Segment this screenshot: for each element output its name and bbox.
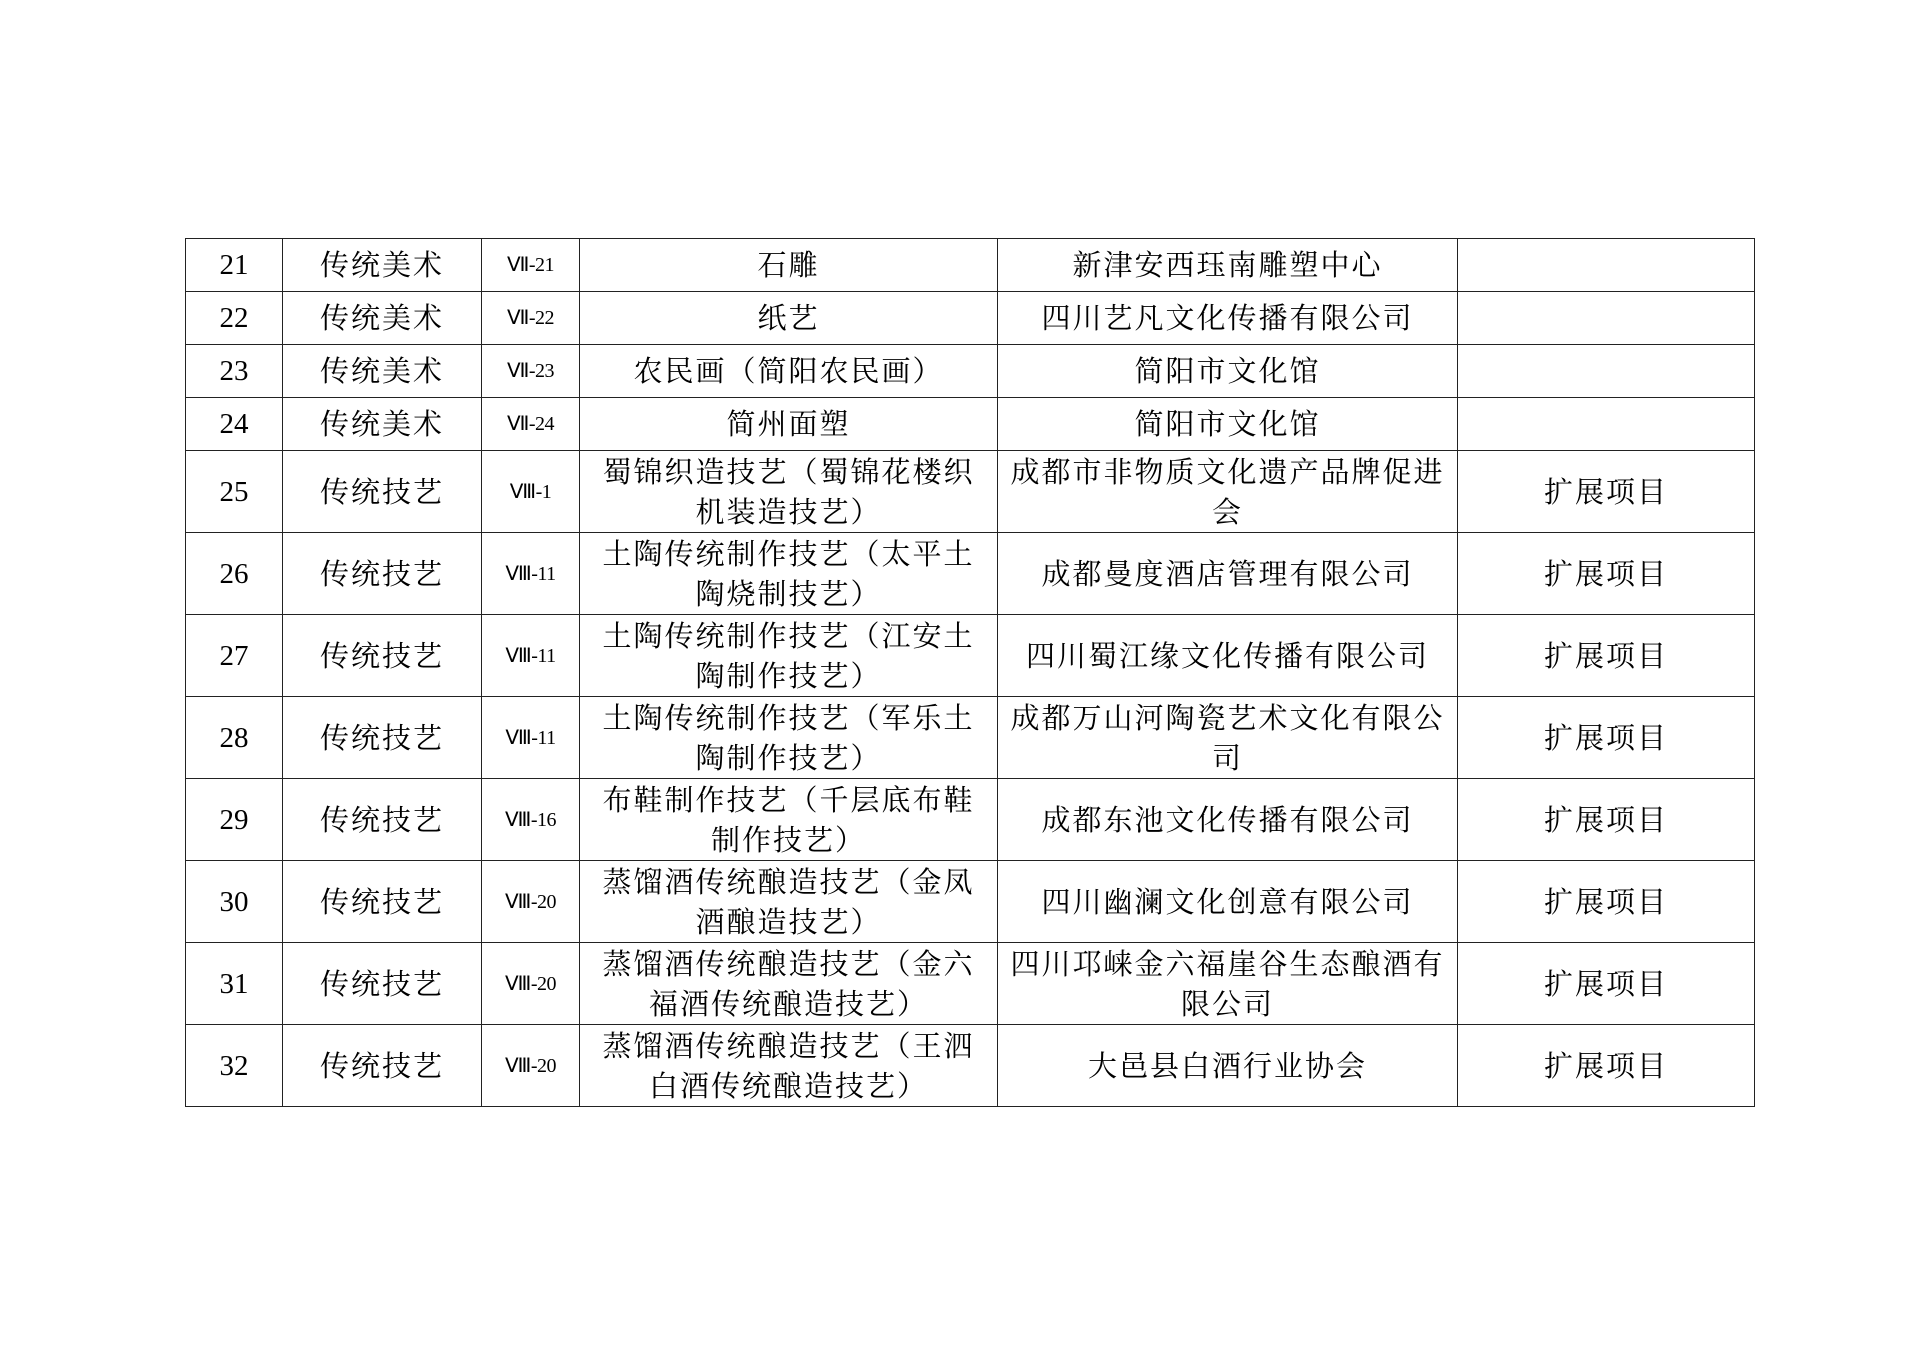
table-row: [186, 697, 1755, 779]
project-name-cell: 土陶传统制作技艺（江安土陶制作技艺）: [580, 615, 998, 697]
protection-unit-cell: 四川艺凡文化传播有限公司: [998, 292, 1458, 345]
project-code-cell: Ⅶ-23: [482, 345, 580, 398]
project-code-cell: Ⅶ-24: [482, 398, 580, 451]
project-code-cell: Ⅷ-20: [482, 943, 580, 1025]
note-cell: [1458, 239, 1755, 292]
table-row: [186, 451, 1755, 533]
row-number: 27: [186, 615, 283, 697]
protection-unit-cell: 四川邛崃金六福崖谷生态酿酒有限公司: [998, 943, 1458, 1025]
category-cell: 传统技艺: [283, 779, 482, 861]
table-row: [186, 779, 1755, 861]
protection-unit-cell: 新津安西珏南雕塑中心: [998, 239, 1458, 292]
table-row: [186, 1025, 1755, 1107]
row-number: 21: [186, 239, 283, 292]
note-cell: 扩展项目: [1458, 451, 1755, 533]
project-code-cell: Ⅷ-11: [482, 533, 580, 615]
note-cell: 扩展项目: [1458, 779, 1755, 861]
protection-unit-cell: 成都曼度酒店管理有限公司: [998, 533, 1458, 615]
protection-unit-cell: 四川幽澜文化创意有限公司: [998, 861, 1458, 943]
table-row: [186, 239, 1755, 292]
project-code-cell: Ⅶ-21: [482, 239, 580, 292]
project-code-cell: Ⅷ-11: [482, 697, 580, 779]
category-cell: 传统技艺: [283, 533, 482, 615]
project-name-cell: 简州面塑: [580, 398, 998, 451]
project-code-cell: Ⅷ-11: [482, 615, 580, 697]
project-name-cell: 蒸馏酒传统酿造技艺（金六福酒传统酿造技艺）: [580, 943, 998, 1025]
project-name-cell: 土陶传统制作技艺（军乐土陶制作技艺）: [580, 697, 998, 779]
category-cell: 传统美术: [283, 398, 482, 451]
project-code-cell: Ⅶ-22: [482, 292, 580, 345]
project-name-cell: 蜀锦织造技艺（蜀锦花楼织机装造技艺）: [580, 451, 998, 533]
row-number: 28: [186, 697, 283, 779]
project-name-cell: 土陶传统制作技艺（太平土陶烧制技艺）: [580, 533, 998, 615]
row-number: 22: [186, 292, 283, 345]
table-row: [186, 345, 1755, 398]
note-cell: 扩展项目: [1458, 1025, 1755, 1107]
table-row: [186, 292, 1755, 345]
note-cell: 扩展项目: [1458, 533, 1755, 615]
project-code-cell: Ⅷ-20: [482, 861, 580, 943]
row-number: 25: [186, 451, 283, 533]
note-cell: [1458, 398, 1755, 451]
category-cell: 传统技艺: [283, 1025, 482, 1107]
project-code-cell: Ⅷ-16: [482, 779, 580, 861]
row-number: 23: [186, 345, 283, 398]
project-code-cell: Ⅷ-20: [482, 1025, 580, 1107]
table-row: [186, 861, 1755, 943]
row-number: 24: [186, 398, 283, 451]
category-cell: 传统技艺: [283, 615, 482, 697]
row-number: 31: [186, 943, 283, 1025]
protection-unit-cell: 成都东池文化传播有限公司: [998, 779, 1458, 861]
note-cell: [1458, 292, 1755, 345]
project-name-cell: 石雕: [580, 239, 998, 292]
category-cell: 传统技艺: [283, 943, 482, 1025]
project-code-cell: Ⅷ-1: [482, 451, 580, 533]
protection-unit-cell: 简阳市文化馆: [998, 345, 1458, 398]
category-cell: 传统美术: [283, 292, 482, 345]
table-row: [186, 533, 1755, 615]
protection-unit-cell: 成都市非物质文化遗产品牌促进会: [998, 451, 1458, 533]
project-name-cell: 布鞋制作技艺（千层底布鞋制作技艺）: [580, 779, 998, 861]
project-name-cell: 蒸馏酒传统酿造技艺（金凤酒酿造技艺）: [580, 861, 998, 943]
row-number: 30: [186, 861, 283, 943]
note-cell: 扩展项目: [1458, 861, 1755, 943]
table-row: [186, 398, 1755, 451]
row-number: 29: [186, 779, 283, 861]
heritage-project-table: [185, 238, 1755, 1107]
protection-unit-cell: 成都万山河陶瓷艺术文化有限公司: [998, 697, 1458, 779]
protection-unit-cell: 大邑县白酒行业协会: [998, 1025, 1458, 1107]
protection-unit-cell: 四川蜀江缘文化传播有限公司: [998, 615, 1458, 697]
category-cell: 传统美术: [283, 239, 482, 292]
note-cell: 扩展项目: [1458, 943, 1755, 1025]
category-cell: 传统技艺: [283, 451, 482, 533]
category-cell: 传统技艺: [283, 861, 482, 943]
protection-unit-cell: 简阳市文化馆: [998, 398, 1458, 451]
category-cell: 传统美术: [283, 345, 482, 398]
project-name-cell: 蒸馏酒传统酿造技艺（王泗白酒传统酿造技艺）: [580, 1025, 998, 1107]
project-name-cell: 农民画（简阳农民画）: [580, 345, 998, 398]
table-row: [186, 615, 1755, 697]
project-name-cell: 纸艺: [580, 292, 998, 345]
row-number: 26: [186, 533, 283, 615]
table-row: [186, 943, 1755, 1025]
row-number: 32: [186, 1025, 283, 1107]
note-cell: 扩展项目: [1458, 697, 1755, 779]
note-cell: [1458, 345, 1755, 398]
note-cell: 扩展项目: [1458, 615, 1755, 697]
category-cell: 传统技艺: [283, 697, 482, 779]
